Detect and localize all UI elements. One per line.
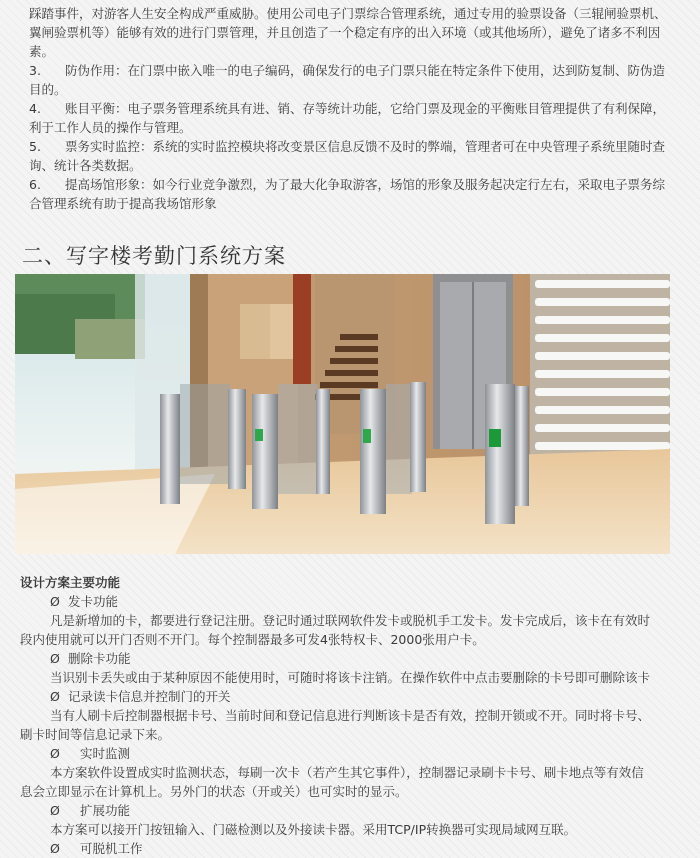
paragraph-line: 5. 票务实时监控：系统的实时监控模块将改变景区信息反馈不及时的弊端，管理者可在中央管理子系统里随时查 <box>29 139 666 154</box>
function-desc: 息会立即显示在计算机上。另外门的状态（开或关）也可实时的显示。 <box>20 784 408 799</box>
paragraph-line: 询、统计各类数据。 <box>29 158 142 173</box>
section-heading: 二、写字楼考勤门系统方案 <box>22 244 286 268</box>
paragraph-line: 6. 提高场馆形象：如今行业竞争激烈，为了最大化争取游客，场馆的形象及服务起决定行左右，采取电子票务综 <box>29 177 666 192</box>
bullet-marker: Ø <box>50 841 60 856</box>
bullet-marker: Ø <box>50 594 60 609</box>
function-item: Ø 记录读卡信息并控制门的开关 <box>50 689 231 704</box>
function-item: Ø 扩展功能 <box>50 803 131 818</box>
bullet-marker: Ø <box>50 689 60 704</box>
paragraph-line: 合管理系统有助于提高我场馆形象 <box>29 196 217 211</box>
bullet-marker: Ø <box>50 746 60 761</box>
function-desc: 刷卡时间等信息记录下来。 <box>20 727 171 742</box>
function-desc: 当识别卡丢失或由于某种原因不能使用时，可随时将该卡注销。在操作软件中点击要删除的卡号即可删除该卡 <box>50 670 651 685</box>
paragraph-line: 4. 账目平衡：电子票务管理系统具有进、销、存等统计功能，它给门票及现金的平衡账目管理提供了有利保障， <box>29 101 666 116</box>
function-desc: 当有人刷卡后控制器根据卡号、当前时间和登记信息进行判断该卡是否有效，控制开锁或不开。同时将卡号、 <box>50 708 651 723</box>
function-desc: 本方案可以接开门按钮输入、门磁检测以及外接读卡器。采用TCP/IP转换器可实现局域网互联。 <box>50 822 577 837</box>
function-item: Ø 删除卡功能 <box>50 651 131 666</box>
design-title: 设计方案主要功能 <box>20 575 121 590</box>
function-item: Ø 可脱机工作 <box>50 841 143 856</box>
paragraph-line: 素。 <box>29 44 55 59</box>
function-item: Ø 实时监测 <box>50 746 131 761</box>
function-desc: 本方案软件设置成实时监测状态，每刷一次卡（若产生其它事件），控制器记录刷卡卡号、刷卡地点等有效信 <box>50 765 644 780</box>
paragraph-line: 3. 防伪作用：在门票中嵌入唯一的电子编码，确保发行的电子门票只能在特定条件下使用，达到防复制、防伪造 <box>29 63 666 78</box>
bullet-marker: Ø <box>50 803 60 818</box>
bullet-marker: Ø <box>50 651 60 666</box>
paragraph-line: 目的。 <box>29 82 67 97</box>
turnstile-photo <box>15 274 670 554</box>
function-item: Ø 发卡功能 <box>50 594 119 609</box>
paragraph-line: 利于工作人员的操作与管理。 <box>29 120 192 135</box>
paragraph-line: 踩踏事件，对游客人生安全构成严重威胁。使用公司电子门票综合管理系统，通过专用的验票设备（三辊闸验票机、 <box>29 6 667 21</box>
paragraph-line: 翼闸验票机等）能够有效的进行门票管理，并且创造了一个稳定有序的出入环境（或其他场所），避免了诸多不利因 <box>29 25 661 40</box>
function-desc: 凡是新增加的卡，都要进行登记注册。登记时通过联网软件发卡或脱机手工发卡。发卡完成后，该卡在有效时 <box>50 613 651 628</box>
function-desc: 段内使用就可以开门否则不开门。每个控制器最多可发4张特权卡、2000张用户卡。 <box>20 632 485 647</box>
